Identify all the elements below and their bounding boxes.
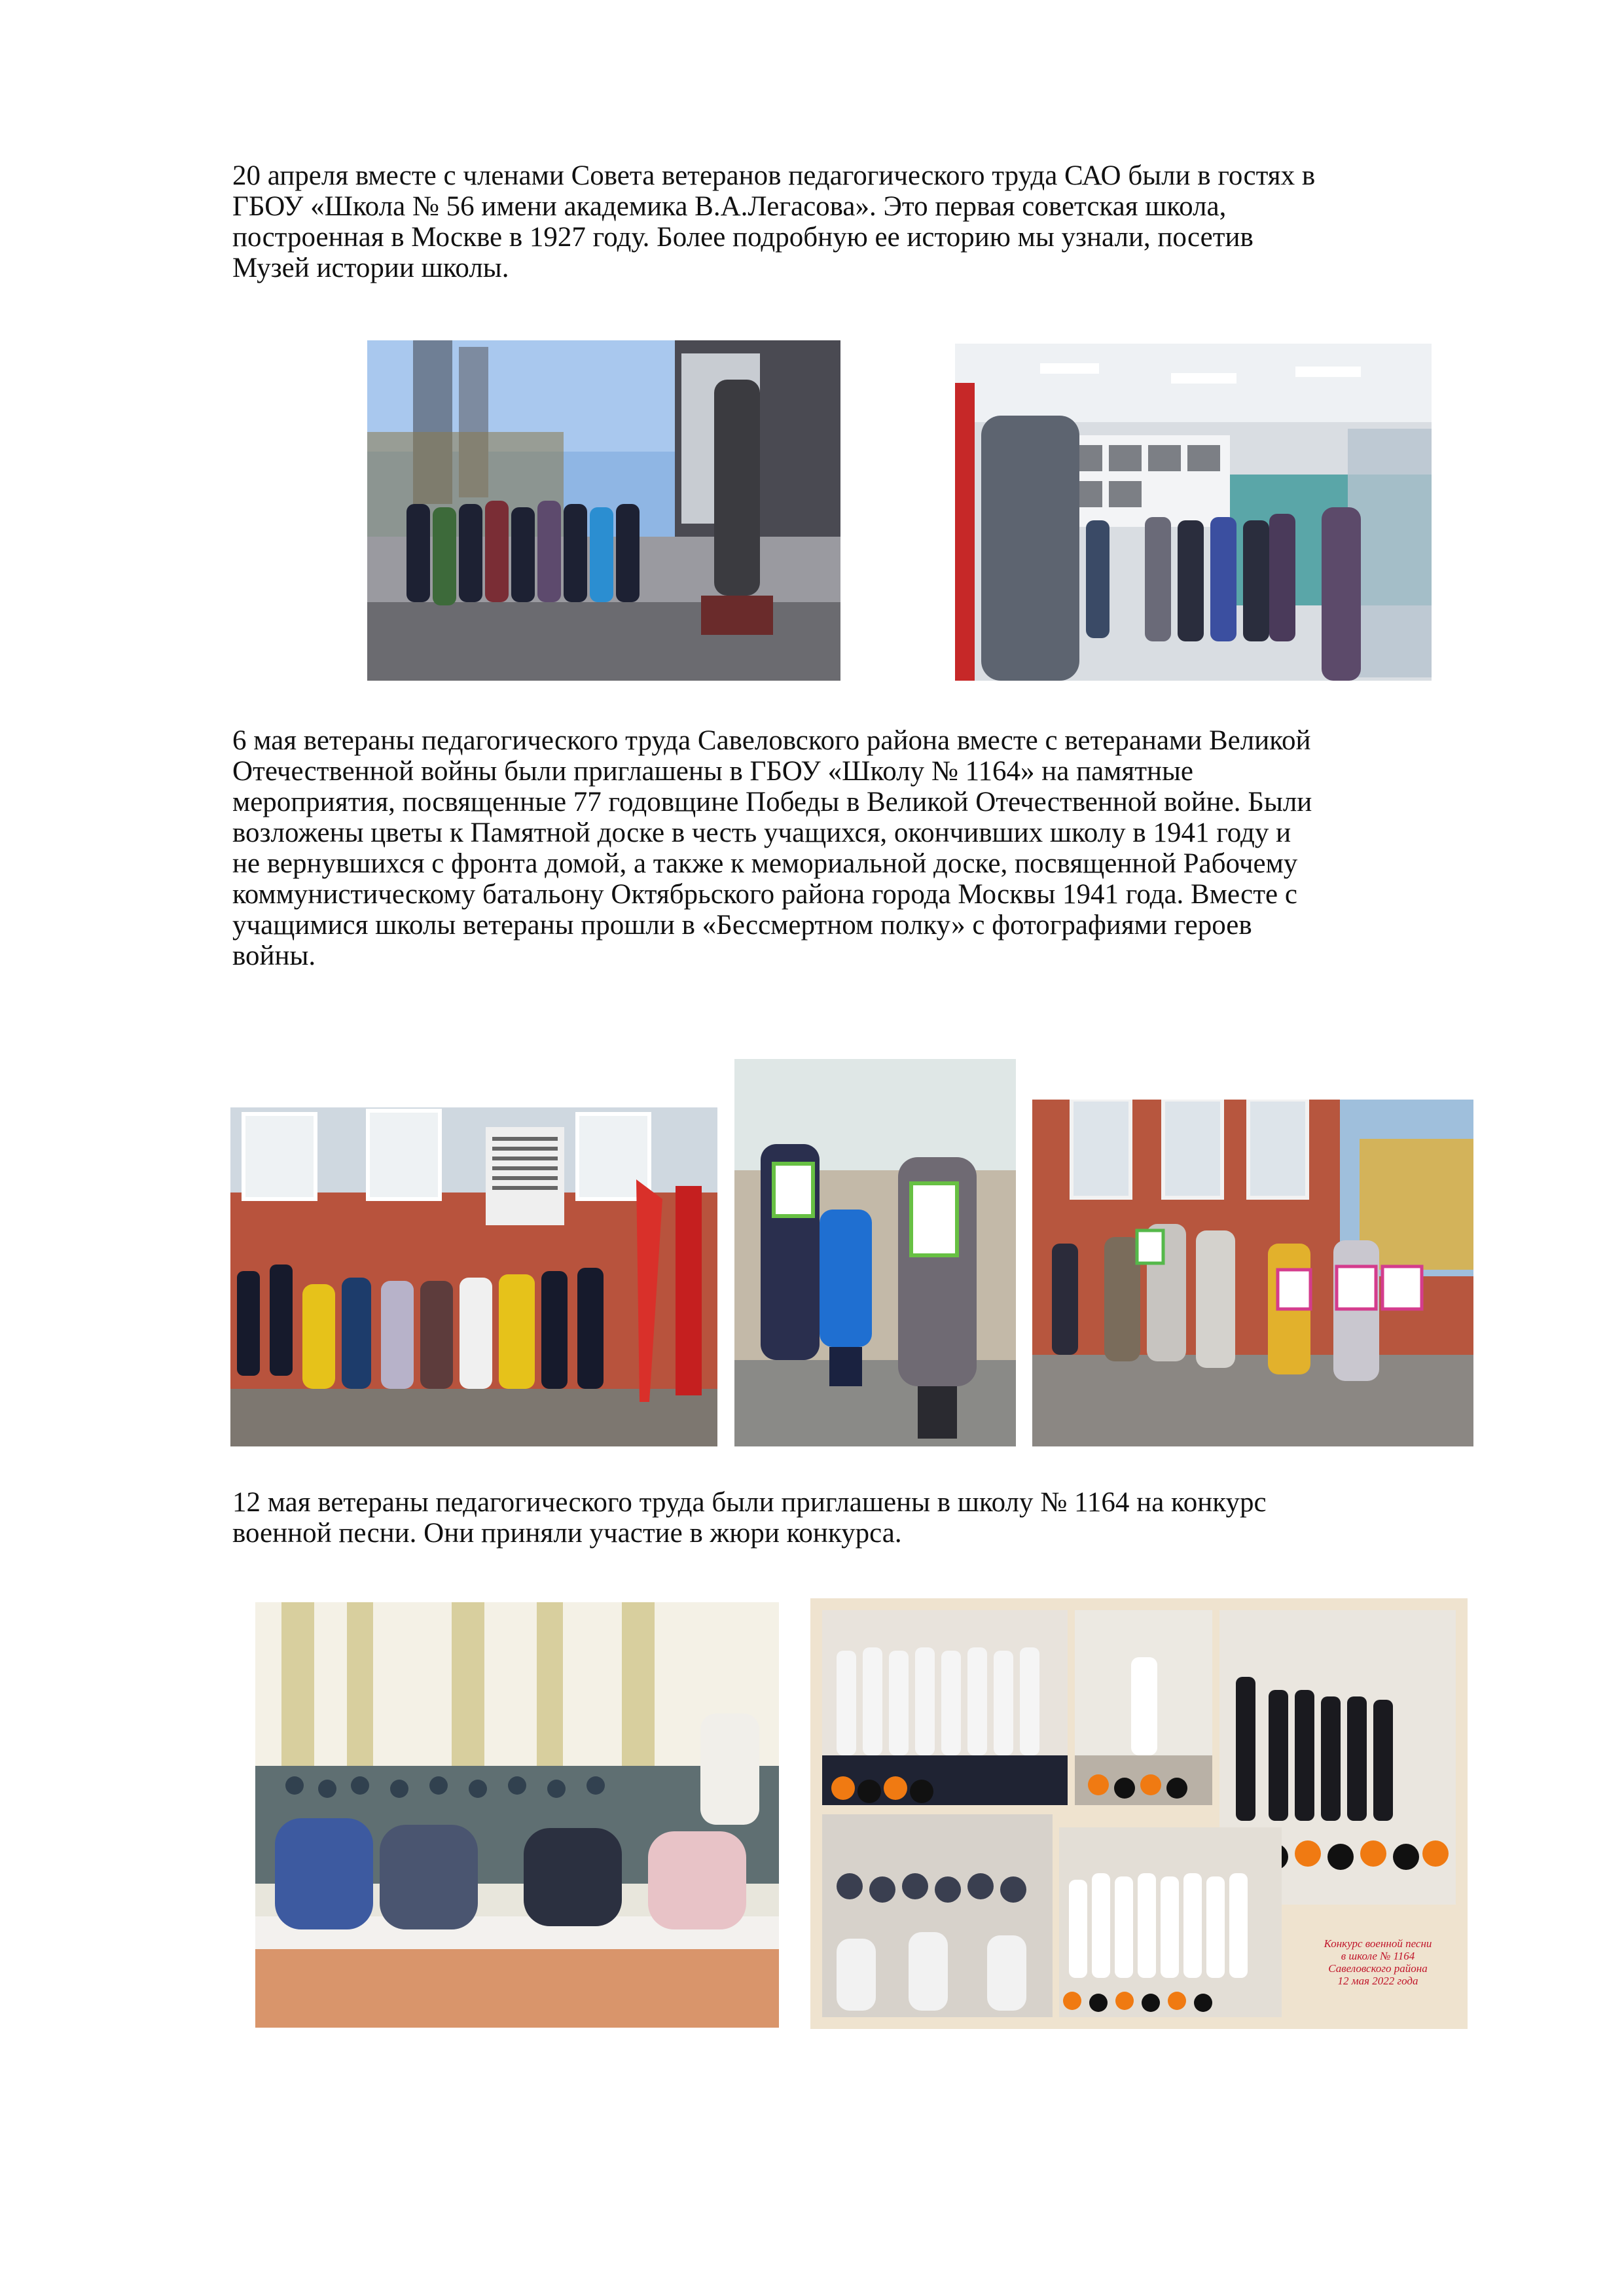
paragraph-line: войны.	[232, 941, 316, 971]
paragraph-line: не вернувшихся с фронта домой, а также к мемориальной доске, посвященной Рабочему	[232, 848, 1298, 879]
paragraph-line: 12 мая ветераны педагогического труда были приглашены в школу № 1164 на конкурс	[232, 1487, 1267, 1518]
caption-line: в школе № 1164	[1341, 1950, 1415, 1962]
paragraph-may-6	[232, 725, 1515, 971]
paragraph-line: 6 мая ветераны педагогического труда Савеловского района вместе с ветеранами Великой	[232, 725, 1311, 756]
caption-line: Конкурс военной песни	[1324, 1937, 1432, 1950]
photo-memorial-plaque-group	[230, 1107, 717, 1446]
caption-line: Савеловского района	[1328, 1962, 1428, 1975]
paragraph-line: Отечественной войны были приглашены в ГБОУ «Школу № 1164» на памятные	[232, 756, 1193, 787]
paragraph-line: коммунистическому батальону Октябрьского района города Москвы 1941 года. Вместе с	[232, 879, 1297, 910]
photo-monument-group	[367, 340, 840, 681]
paragraph-line: построенная в Москве в 1927 году. Более подробную ее историю мы узнали, посетив	[232, 222, 1254, 253]
paragraph-line: учащимися школы ветераны прошли в «Бессмертном полку» с фотографиями героев	[232, 910, 1252, 941]
paragraph-line: мероприятия, посвященные 77 годовщине Победы в Великой Отечественной войне. Были	[232, 787, 1312, 817]
paragraph-line: возложены цветы к Памятной доске в честь учащихся, окончивших школу в 1941 году и	[232, 817, 1291, 848]
photo-jury-table	[255, 1602, 779, 2028]
paragraph-line: военной песни. Они приняли участие в жюри конкурса.	[232, 1518, 902, 1549]
caption-line: 12 мая 2022 года	[1337, 1975, 1418, 1987]
photo-school-museum	[955, 344, 1432, 681]
collage-caption	[1303, 1937, 1453, 1987]
paragraph-line: Музей истории школы.	[232, 253, 509, 283]
paragraph-line: 20 апреля вместе с членами Совета ветеранов педагогического труда САО были в гостях в	[232, 160, 1316, 191]
paragraph-april-20	[232, 160, 1515, 283]
photo-veterans-with-portraits	[1032, 1100, 1473, 1446]
paragraph-may-12	[232, 1487, 1515, 1549]
photo-immortal-regiment-speech	[734, 1059, 1016, 1446]
paragraph-line: ГБОУ «Школа № 56 имени академика В.А.Легасова». Это первая советская школа,	[232, 191, 1227, 222]
